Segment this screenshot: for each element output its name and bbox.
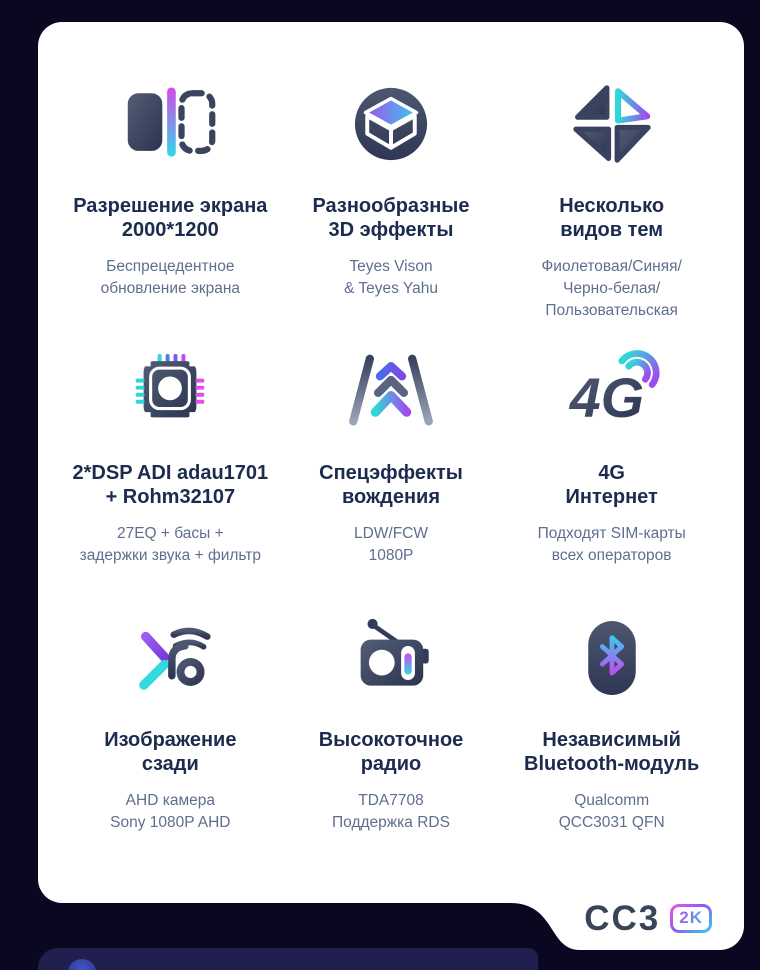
- title-line: 4G: [598, 462, 625, 484]
- driving-assist-icon: [345, 345, 437, 437]
- 4g-internet-icon: [564, 345, 660, 437]
- title-line: 3D эффекты: [328, 219, 454, 242]
- subtitle-line: & Teyes Yahu: [344, 279, 438, 297]
- feature-subtitle: [332, 790, 450, 834]
- subtitle-line: задержки звука + фильтр: [79, 546, 261, 564]
- title-line: Несколько: [559, 195, 665, 217]
- title-line: 2*DSP ADI adau1701: [72, 462, 269, 484]
- subtitle-line: QCC3031 QFN: [558, 813, 665, 831]
- feature-bluetooth: [501, 612, 722, 879]
- feature-subtitle: [80, 523, 261, 567]
- feature-title: [319, 728, 464, 777]
- title-line: Изображение: [104, 729, 237, 751]
- feature-themes: [501, 78, 722, 345]
- title-line: Независимый: [542, 729, 681, 751]
- title-line: Интернет: [565, 486, 658, 509]
- dsp-chip-icon: [126, 345, 214, 437]
- feature-subtitle: [344, 256, 438, 300]
- subtitle-line: Пользовательская: [545, 301, 678, 319]
- radio-icon: [345, 612, 437, 704]
- title-line: Bluetooth-модуль: [524, 753, 700, 776]
- subtitle-line: Qualcomm: [574, 791, 650, 809]
- subtitle-line: Teyes Vison: [349, 257, 433, 275]
- feature-title: [312, 194, 469, 243]
- subtitle-line: AHD камера: [125, 791, 215, 809]
- title-line: Разнообразные: [312, 195, 470, 217]
- subtitle-line: обновление экрана: [100, 279, 241, 297]
- feature-subtitle: [538, 523, 686, 567]
- screen-resolution-icon: [122, 78, 218, 170]
- bluetooth-icon: [568, 612, 656, 704]
- feature-4g-internet: [501, 345, 722, 612]
- title-line: + Rohm32107: [105, 486, 236, 509]
- feature-title: [524, 728, 699, 777]
- feature-title: [73, 194, 267, 243]
- title-line: вождения: [341, 486, 440, 509]
- feature-dsp: [60, 345, 281, 612]
- 2k-badge-text: 2K: [679, 908, 703, 928]
- feature-title: [73, 461, 269, 510]
- title-line: Высокоточное: [318, 729, 464, 751]
- 2k-badge: [670, 904, 712, 932]
- title-line: 2000*1200: [121, 219, 219, 242]
- subtitle-line: Фиолетовая/Синяя/: [541, 257, 682, 275]
- cc3-logo-text: CC3: [584, 899, 661, 938]
- feature-driving-effects: [281, 345, 502, 612]
- feature-subtitle: [354, 523, 428, 567]
- subtitle-line: LDW/FCW: [353, 524, 429, 542]
- title-line: видов тем: [560, 219, 664, 242]
- feature-radio: [281, 612, 502, 879]
- feature-title: [319, 461, 463, 510]
- subtitle-line: 27EQ + басы +: [116, 524, 224, 542]
- feature-title: [104, 728, 236, 777]
- themes-icon: [569, 78, 655, 170]
- title-line: Разрешение экрана: [73, 195, 268, 217]
- subtitle-line: Подходят SIM-карты: [537, 524, 686, 542]
- subtitle-line: 1080P: [368, 546, 414, 564]
- subtitle-line: Поддержка RDS: [332, 813, 450, 831]
- subtitle-line: TDA7708: [358, 791, 424, 809]
- feature-title: [559, 194, 664, 243]
- subtitle-line: Черно-белая/: [563, 279, 661, 297]
- feature-subtitle: [101, 256, 240, 300]
- feature-subtitle: [110, 790, 230, 834]
- feature-screen-resolution: [60, 78, 281, 345]
- cc3-logo: [584, 901, 712, 936]
- feature-3d-effects: [281, 78, 502, 345]
- title-line: Спецэффекты: [319, 462, 463, 484]
- feature-subtitle: [559, 790, 665, 834]
- subtitle-line: всех операторов: [551, 546, 672, 564]
- title-line: сзади: [141, 753, 199, 776]
- feature-subtitle: [542, 256, 682, 322]
- title-line: радио: [360, 753, 422, 776]
- feature-rear-view: [60, 612, 281, 879]
- 3d-cube-icon: [347, 78, 435, 170]
- features-grid: [38, 22, 744, 903]
- rear-camera-icon: [123, 612, 217, 704]
- 4g-icon-text: 4G: [569, 366, 644, 429]
- subtitle-line: Sony 1080P AHD: [110, 813, 231, 831]
- feature-title: [566, 461, 658, 510]
- subtitle-line: Беспрецедентное: [106, 257, 235, 275]
